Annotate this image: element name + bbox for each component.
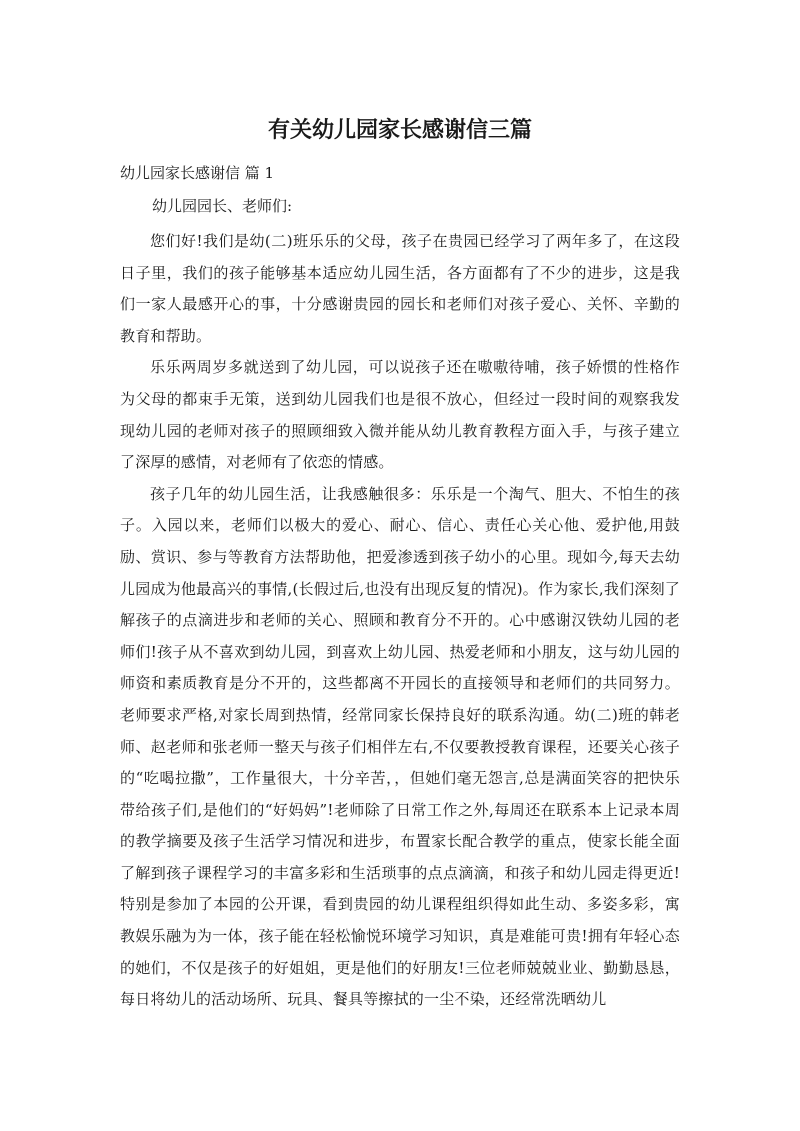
document-title: 有关幼儿园家长感谢信三篇 (267, 118, 532, 143)
paragraph-1: 您们好!我们是幼(二)班乐乐的父母，孩子在贵园已经学习了两年多了，在这段日子里，我们的孩子能够基本适应幼儿园生活，各方面都有了不少的进步，这是我们一家人最感开心的事，十分感谢贵园的园长和老师们对孩子爱心、关怀、辛勤的教育和帮助。 (120, 232, 680, 345)
paragraph-2: 乐乐两周岁多就送到了幼儿园，可以说孩子还在嗷嗷待哺，孩子娇惯的性格作为父母的都束手无策，送到幼儿园我们也是很不放心，但经过一段时间的观察我发现幼儿园的老师对孩子的照顾细致入微并能从幼儿教育教程方面入手，与孩子建立了深厚的感情，对老师有了依恋的情感。 (120, 358, 680, 472)
section-heading: 幼儿园家长感谢信 篇 1 (120, 164, 275, 182)
letter-body (120, 226, 680, 1016)
salutation: 幼儿园园长、老师们: (152, 197, 293, 215)
paragraph-3: 孩子几年的幼儿园生活，让我感触很多：乐乐是一个淘气、胆大、不怕生的孩子。入园以来，老师们以极大的爱心、耐心、信心、责任心关心他、爱护他,用鼓励、赏识、参与等教育方法帮助他，把爱渗透到孩子幼小的心里。现如今,每天去幼儿园成为他最高兴的事情,(长假过后,也没有出现反复的情况)。作为家长,我们深刻了解孩子的点滴进步和老师的关心、照顾和教育分不开的。心中感谢汉铁幼儿园的老师们!孩子从不喜欢到幼儿园，到喜欢上幼儿园、热爱老师和小朋友，这与幼儿园的师资和素质教育是分不开的，这些都离不开园长的直接领导和老师们的共同努力。老师要求严格,对家长周到热情，经常同家长保持良好的联系沟通。幼(二)班的韩老师、赵老师和张老师一整天与孩子们相伴左右,不仅要教授教育课程，还要关心孩子的“吃喝拉撒”，工作量很大，十分辛苦，，但她们毫无怨言,总是满面笑容的把快乐带给孩子们,是他们的“好妈妈”!老师除了日常工作之外,每周还在联系本上记录本周的教学摘要及孩子生活学习情况和进步，布置家长配合教学的重点，使家长能全面了解到孩子课程学习的丰富多彩和生活琐事的点点滴滴，和孩子和幼儿园走得更近!特别是参加了本园的公开课，看到贵园的幼儿课程组织得如此生动、多姿多彩，寓教娱乐融为为一体，孩子能在轻松愉悦环境学习知识，真是难能可贵!拥有年轻心态的她们，不仅是孩子的好姐姐，更是他们的好朋友!三位老师兢兢业业、勤勤恳恳，每日将幼儿的活动场所、玩具、餐具等擦拭的一尘不染，还经常洗晒幼儿 (120, 484, 680, 1009)
